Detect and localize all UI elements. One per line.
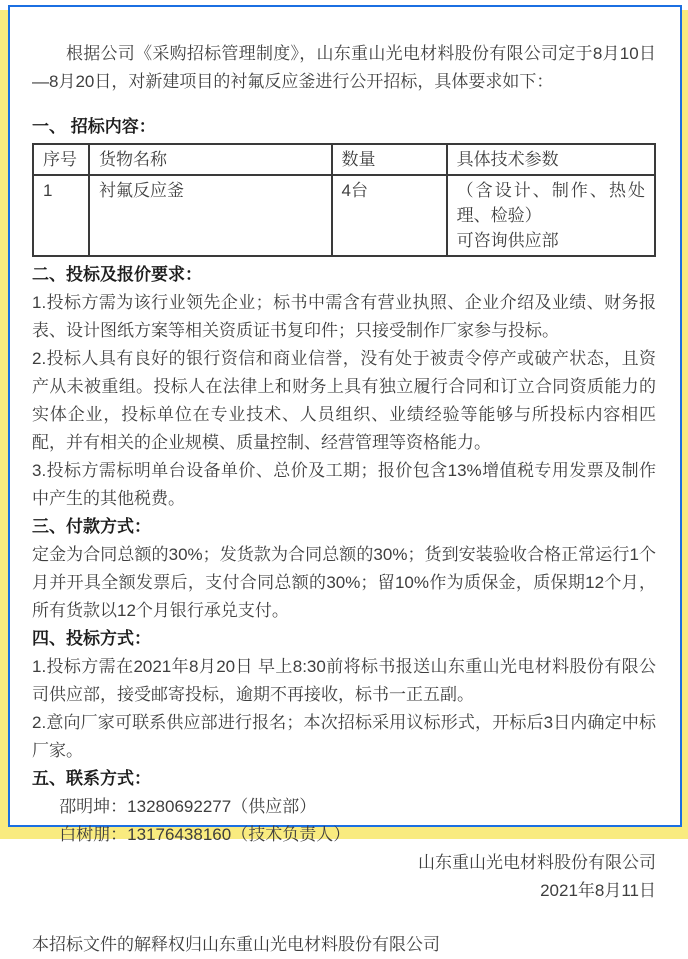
footer-interpretation-note: 本招标文件的解释权归山东重山光电材料股份有限公司 — [32, 935, 440, 954]
table-row — [33, 175, 655, 256]
section-4-title: 四、投标方式： — [32, 629, 151, 648]
section-4-item-2: 2.意向厂家可联系供应部进行报名；本次招标采用议标形式，开标后3日内确定中标厂家。 — [32, 713, 656, 760]
section-2-item-1: 1.投标方需为该行业领先企业；标书中需含有营业执照、企业介绍及业绩、财务报表、设计图纸方案等相关资质证书复印件；只接受制作厂家参与投标。 — [32, 293, 656, 340]
section-2-item-2: 2.投标人具有良好的银行资信和商业信誉，没有处于被责令停产或破产状态，且资产从未被重组。投标人在法律上和财务上具有独立履行合同和订立合同资质能力的实体企业，投标单位在专业技术、人员组织、业绩经验等能够与所投标内容相匹配，并有相关的企业规模、质量控制、经营管理等资格能力。 — [32, 349, 656, 452]
section-4-item-1: 1.投标方需在2021年8月20日 早上8:30前将标书报送山东重山光电材料股份有限公司供应部，接受邮寄投标，逾期不再接收，标书一正五副。 — [32, 657, 656, 704]
cell-tech-params — [447, 175, 655, 256]
cell-quantity: 4台 — [332, 175, 447, 256]
tender-document-page — [8, 5, 682, 954]
cell-goods-name: 衬氟反应釜 — [89, 175, 332, 256]
table-header-row — [33, 144, 655, 175]
section-5-title: 五、联系方式： — [32, 769, 151, 788]
section-2-item-3: 3.投标方需标明单台设备单价、总价及工期；报价包含13%增值税专用发票及制作中产生的其他税费。 — [32, 461, 656, 508]
section-2-title: 二、投标及报价要求： — [32, 265, 202, 284]
cell-serial: 1 — [33, 175, 89, 256]
table-header-tech-params: 具体技术参数 — [447, 144, 655, 175]
intro-paragraph: 根据公司《采购招标管理制度》，山东重山光电材料股份有限公司定于8月10日—8月20日，对新建项目的衬氟反应釜进行公开招标，具体要求如下： — [32, 44, 656, 91]
signature-company: 山东重山光电材料股份有限公司 — [418, 853, 656, 872]
section-3-body: 定金为合同总额的30%；发货款为合同总额的30%；货到安装验收合格正常运行1个月并开具全额发票后，支付合同总额的30%；留10%作为质保金，质保期12个月，所有货款以12个月银行承兑支付。 — [32, 545, 656, 620]
contact-tech-lead: 白树朋：13176438160（技术负责人） — [59, 825, 351, 844]
table-header-serial: 序号 — [33, 144, 89, 175]
section-3-title: 三、付款方式： — [32, 517, 151, 536]
tech-params-line-2: 可咨询供应部 — [456, 231, 559, 250]
table-header-quantity: 数量 — [332, 144, 447, 175]
tender-content-table — [32, 143, 656, 257]
contact-supply-dept: 邵明坤：13280692277（供应部） — [59, 797, 317, 816]
table-header-goods-name: 货物名称 — [89, 144, 332, 175]
signature-date: 2021年8月11日 — [540, 881, 656, 900]
section-1-title: 一、 招标内容： — [32, 117, 156, 136]
tech-params-line-1: （含设计、制作、热处理、检验） — [456, 181, 645, 225]
